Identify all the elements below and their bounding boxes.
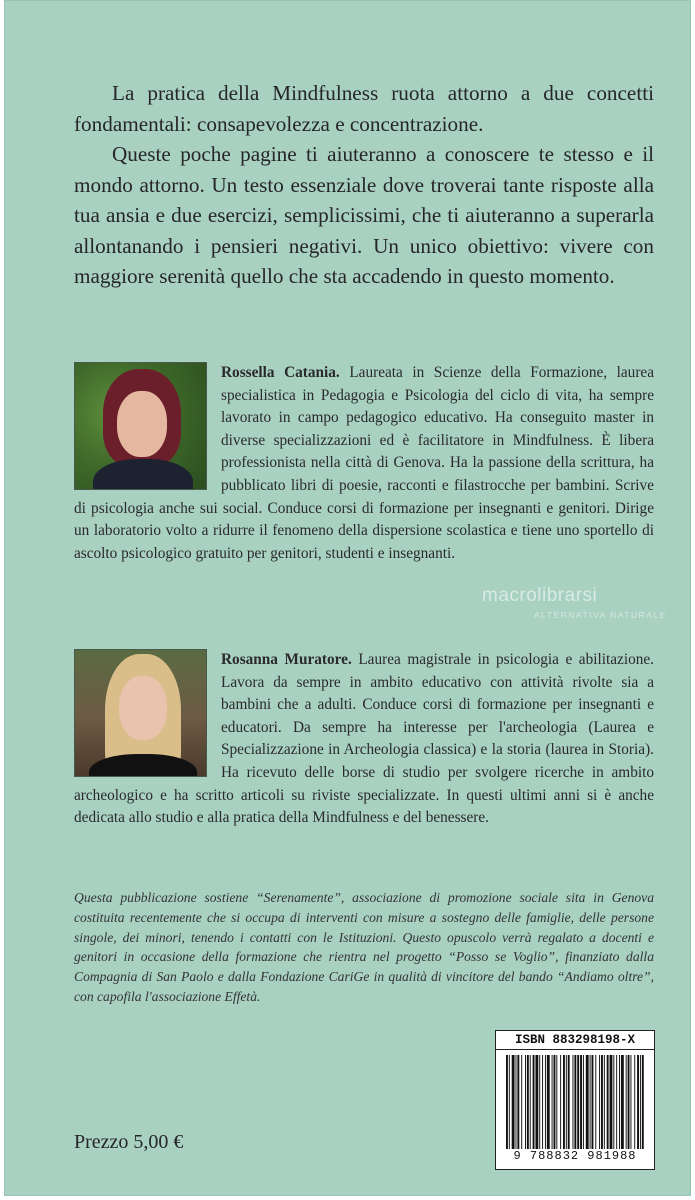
author-bio-1 (74, 362, 654, 565)
author-bio-text-1: Laureata in Scienze della Formazione, laurea specialistica in Pedagogia e Psicologia del ciclo di vita, ha sempre lavorato in campo pedagogico educativo. Ha conseguito master in diverse specializzazioni ed è facilitatore in Mindfulness. È libera professionista nella città di Genova. Ha la passione della scrittura, ha pubblicato libri di poesie, racconti e filastrocche per bambini. Scrive di psicologia anche sui social. Conduce corsi di formazione per insegnanti e genitori. Dirige un laboratorio volto a ridurre il fenomeno della dispersione scolastica e tiene uno sportello di ascolto psicologico gratuito per genitori, studenti e insegnanti. (74, 364, 654, 562)
author-name-2: Rosanna Muratore. (221, 651, 352, 668)
watermark-brand: macrolibrarsi (482, 585, 598, 606)
isbn-label: ISBN 883298198-X (496, 1033, 654, 1050)
intro-paragraph-1: La pratica della Mindfulness ruota attorno a due concetti fondamentali: consapevolezza e concentrazione. (74, 81, 654, 136)
intro-paragraph-2: Queste poche pagine ti aiuteranno a conoscere te stesso e il mondo attorno. Un testo essenziale dove troverai tante risposte alla tua ansia e due esercizi, semplicissimi, che ti aiuteranno a superarla allontanando i pensieri negativi. Un unico obiettivo: vivere con maggiore serenità quello che sta accadendo in questo momento. (74, 142, 654, 288)
isbn-barcode-box (495, 1030, 655, 1170)
sponsorship-note: Questa pubblicazione sostiene “Serenamente”, associazione di promozione sociale sita in Genova costituita recentemente che si occupa di interventi con misure a sostegno delle famiglie, delle persone singole, dei minori, tenendo i contatti con le Istituzioni. Questo opuscolo verrà regalato a docenti e genitori in occasione della formazione che rientra nel progetto “Posso se Voglio”, finanziato dalla Compagnia di San Paolo e dalla Fondazione CariGe in qualità di vincitore del bando “Andiamo oltre”, con capofila l'associazione Effetà. (74, 890, 654, 1004)
price-label: Prezzo 5,00 € (74, 1131, 184, 1153)
author-name-1: Rossella Catania. (221, 364, 340, 381)
author-bio-text-2: Laurea magistrale in psicologia e abilitazione. Lavora da sempre in ambito educativo con attività rivolte sia a bambini che a adulti. Conduce corsi di formazione per insegnanti e educatori. Da sempre ha interesse per l'archeologia (Laurea e Specializzazione in Archeologia classica) e la storia (laurea in Storia). Ha ricevuto delle borse di studio per svolgere ricerche in ambito archeologico e ha scritto articoli su riviste specializzate. In questi ultimi anni si è anche dedicata allo studio e alla pratica della Mindfulness e del benessere. (74, 651, 654, 827)
barcode-icon (504, 1055, 646, 1149)
author-bio-2 (74, 649, 654, 830)
watermark-tagline: ALTERNATIVA NATURALE (534, 610, 667, 620)
author-photo-rosanna (74, 649, 207, 777)
barcode-number: 9 788832 981988 (513, 1149, 637, 1163)
intro-text (74, 78, 654, 292)
back-cover (4, 0, 691, 1196)
author-photo-rossella (74, 362, 207, 490)
